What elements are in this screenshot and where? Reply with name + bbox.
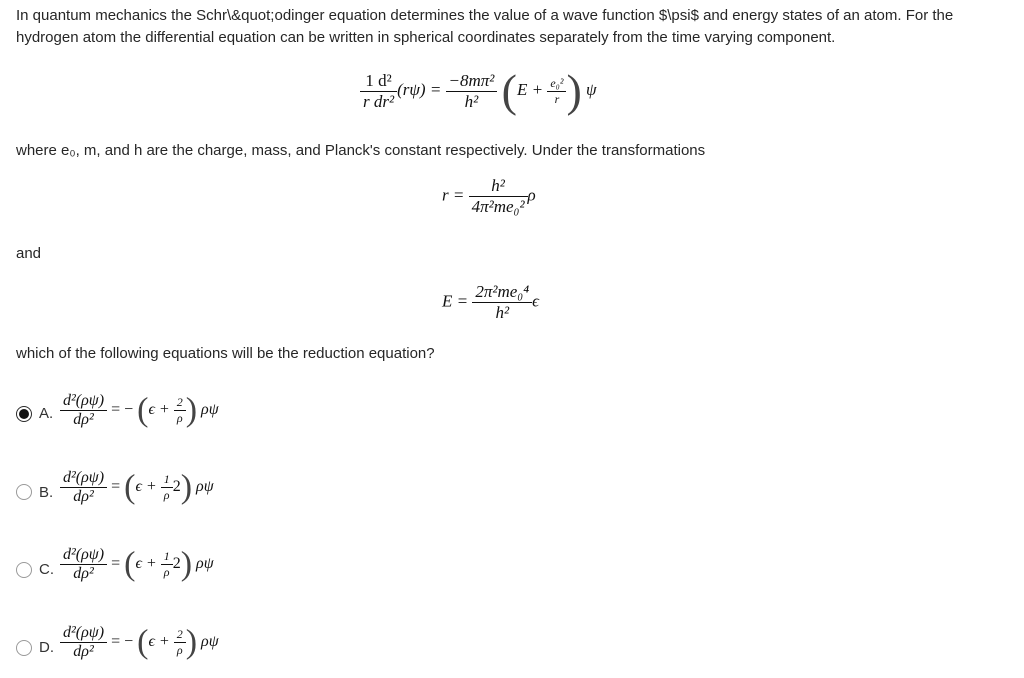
option-a-num: d²(ρψ) bbox=[63, 392, 105, 409]
option-b-equation[interactable] bbox=[60, 469, 214, 506]
option-d-num: d²(ρψ) bbox=[63, 624, 105, 641]
option-d-equation[interactable] bbox=[60, 624, 219, 661]
option-b-fnum: 1 bbox=[163, 472, 170, 486]
r-transformation bbox=[442, 176, 536, 217]
option-c-fnum: 1 bbox=[163, 549, 170, 563]
option-c-tail: 2 bbox=[172, 555, 181, 573]
where-line: where e₀, m, and h are the charge, mass, and Planck's constant respectively. Under the transformations bbox=[16, 142, 706, 159]
option-b-equals: = bbox=[111, 478, 121, 496]
option-a-radio[interactable] bbox=[16, 406, 32, 422]
e-num: e₀² bbox=[550, 75, 564, 90]
option-a-equation[interactable] bbox=[60, 392, 219, 429]
option-d-inner: ϵ + bbox=[148, 633, 170, 651]
option-a-rhs: ρψ bbox=[201, 401, 219, 419]
option-a-den: dρ² bbox=[60, 410, 107, 429]
e-den: r bbox=[547, 91, 566, 107]
E-plus: E + bbox=[517, 79, 544, 99]
E-lhs: E = bbox=[442, 291, 469, 311]
option-b-rhs: ρψ bbox=[196, 478, 214, 496]
option-b-den: dρ² bbox=[60, 487, 107, 506]
option-c-frac bbox=[161, 549, 173, 580]
r-fraction bbox=[469, 176, 528, 217]
option-b-fden: ρ bbox=[161, 487, 173, 503]
option-d-rhs: ρψ bbox=[201, 633, 219, 651]
e-fraction bbox=[547, 76, 566, 107]
option-b-radio[interactable] bbox=[16, 484, 32, 500]
option-a-close: ) bbox=[185, 391, 198, 429]
main-paren-open: ( bbox=[501, 65, 517, 116]
option-d-letter: D. bbox=[39, 639, 54, 656]
option-b-open: ( bbox=[124, 468, 136, 506]
r-lhs: r = bbox=[442, 185, 465, 205]
option-a-fden: ρ bbox=[174, 410, 186, 426]
lhs-den: r dr² bbox=[360, 91, 397, 112]
E-fraction bbox=[472, 282, 532, 323]
rhs-den: h² bbox=[446, 91, 498, 112]
option-a-inner: ϵ + bbox=[148, 401, 170, 419]
option-b-inner: ϵ + bbox=[135, 478, 157, 496]
epsilon-symbol: ϵ bbox=[532, 291, 539, 311]
option-c-lhs bbox=[60, 546, 107, 583]
main-paren-close: ) bbox=[566, 65, 582, 116]
schrodinger-equation bbox=[360, 65, 597, 116]
option-b-tail: 2 bbox=[172, 478, 181, 496]
option-d-equals: = − bbox=[111, 633, 134, 651]
option-b-close: ) bbox=[180, 468, 193, 506]
lhs-num: 1 d² bbox=[365, 70, 392, 90]
option-a-equals: = − bbox=[111, 401, 134, 419]
option-d-fden: ρ bbox=[174, 642, 186, 658]
option-b-frac bbox=[161, 472, 173, 503]
rho-symbol: ρ bbox=[527, 185, 536, 205]
option-d-lhs bbox=[60, 624, 107, 661]
option-d-open: ( bbox=[137, 623, 149, 661]
E-den: h² bbox=[472, 302, 532, 323]
option-c-radio[interactable] bbox=[16, 562, 32, 578]
rhs-fraction bbox=[446, 71, 498, 112]
option-a-lhs bbox=[60, 392, 107, 429]
option-b-letter: B. bbox=[39, 484, 54, 501]
option-c-letter: C. bbox=[39, 561, 54, 578]
option-d-den: dρ² bbox=[60, 642, 107, 661]
option-d-radio[interactable] bbox=[16, 640, 32, 656]
option-c-inner: ϵ + bbox=[135, 555, 157, 573]
option-d-frac bbox=[174, 627, 186, 658]
option-c-open: ( bbox=[124, 545, 136, 583]
E-num: 2π²me₀⁴ bbox=[475, 282, 530, 301]
and-label: and bbox=[16, 245, 42, 262]
option-a-letter: A. bbox=[39, 405, 54, 422]
rhs-num: −8mπ² bbox=[448, 70, 495, 90]
r-num: h² bbox=[491, 176, 505, 195]
option-a-open: ( bbox=[137, 391, 149, 429]
lhs-arg: (rψ) = bbox=[397, 79, 442, 99]
option-c-fden: ρ bbox=[161, 564, 173, 580]
option-c-rhs: ρψ bbox=[196, 555, 214, 573]
option-b-lhs bbox=[60, 469, 107, 506]
option-c-den: dρ² bbox=[60, 564, 107, 583]
option-a-frac bbox=[174, 395, 186, 426]
option-c-equation[interactable] bbox=[60, 546, 214, 583]
option-c-close: ) bbox=[180, 545, 193, 583]
option-d-close: ) bbox=[185, 623, 198, 661]
r-den: 4π²me₀² bbox=[469, 196, 528, 217]
option-c-num: d²(ρψ) bbox=[63, 546, 105, 563]
option-d-fnum: 2 bbox=[176, 627, 183, 641]
lhs-fraction bbox=[360, 71, 397, 112]
E-transformation bbox=[442, 282, 539, 323]
option-a-fnum: 2 bbox=[176, 395, 183, 409]
question-prompt: which of the following equations will be the reduction equation? bbox=[16, 345, 435, 362]
option-b-num: d²(ρψ) bbox=[63, 469, 105, 486]
option-c-equals: = bbox=[111, 555, 121, 573]
psi-symbol: ψ bbox=[586, 79, 597, 99]
question-intro: In quantum mechanics the Schr\&quot;odinger equation determines the value of a wave function $\psi$ and energy states of an atom. For the hydrogen atom the differential equation can be written in spherical coordinates separately from the time varying component. bbox=[16, 7, 954, 46]
